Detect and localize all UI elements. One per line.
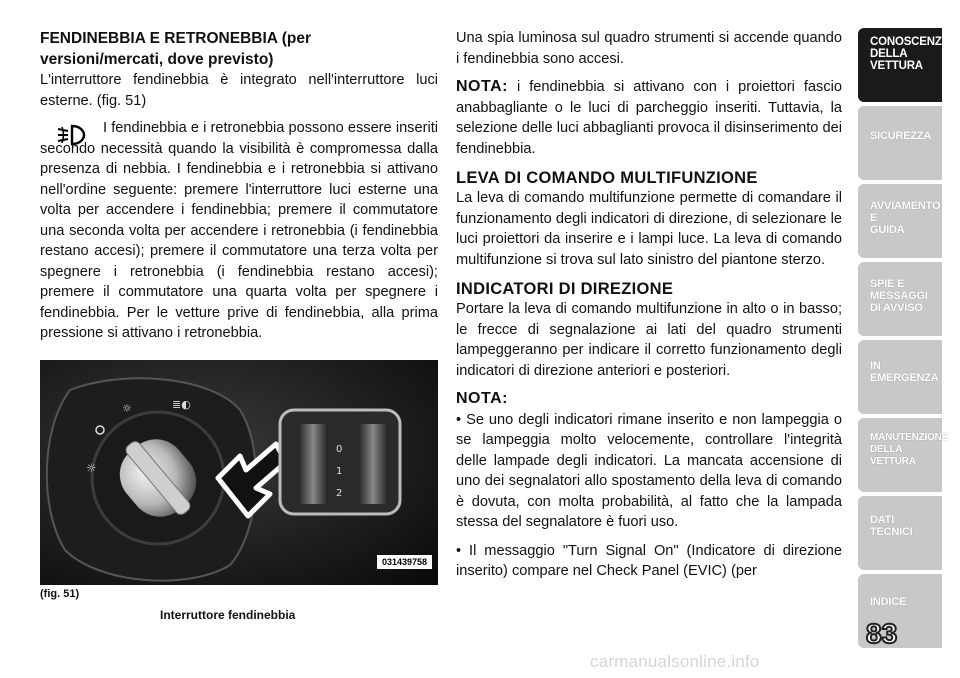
- headlight-switch-photo: [40, 360, 438, 585]
- section-heading-leva: LEVA DI COMANDO MULTIFUNZIONE: [456, 169, 758, 187]
- intro-paragraph: L'interruttore fendinebbia è integrato nell'interruttore luci esterne. (fig. 51): [40, 72, 438, 109]
- dial-mark-0: 0: [336, 444, 343, 455]
- tab-in-emergenza[interactable]: IN EMERGENZA: [858, 340, 942, 414]
- dial-mark-2: 2: [336, 488, 343, 499]
- watermark: carmanualsonline.info: [590, 652, 760, 671]
- bullet-item: • Il messaggio "Turn Signal On" (Indicatore di direzione inserito) compare nel Check Panel (EVIC) (per: [456, 542, 842, 579]
- leva-paragraph: La leva di comando multifunzione permette di comandare il funzionamento degli indicatori di direzione, di selezionare le luci proiettori da inserire e i lampi luce. La leva di comando multifunzione si trova sul lato sinistro del piantone sterzo.: [456, 190, 842, 268]
- nota-label-2: NOTA:: [456, 390, 508, 407]
- right-column: [456, 28, 842, 582]
- left-column: [40, 28, 438, 119]
- figure-code: 031439758: [377, 555, 432, 569]
- nota-paragraph-1: [456, 77, 842, 159]
- tab-dati-tecnici[interactable]: DATI TECNICI: [858, 496, 942, 570]
- tab-avviamento-e-guida[interactable]: AVVIAMENTO E GUIDA: [858, 184, 942, 258]
- indicatori-paragraph: Portare la leva di comando multifunzione in alto o in basso; le frecce di segnalazione ai lati del quadro strumenti lampeggeranno per indicare il corretto funzionamento degli indicatori di direzione anteriori e posteriori.: [456, 301, 842, 379]
- section-heading-fendinebbia-sub: versioni/mercati, dove previsto): [40, 51, 274, 68]
- section-heading-indicatori: INDICATORI DI DIREZIONE: [456, 280, 674, 298]
- fog-paragraph: I fendinebbia e i retronebbia possono essere inseriti secondo necessità quando la visibilità è compromessa dalla presenza di nebbia. I fendinebbia e i retronebbia si attivano nell'ordine seguente: premere l'interruttore luci esterne una volta per accendere i fendinebbia; premere il commutatore una seconda volta per accendere i retronebbia (i fendinebbia restano accesi); premere il commutatore una terza volta per spegnere i retronebbia (i fendinebbia restano accesi); premere il commutatore una quarta volta per spegnere i fendinebbia. Per le vetture prive di fendinebbia, alla prima pressione si attivano i retronebbia.: [40, 120, 438, 341]
- dial-mark-1: 1: [336, 466, 343, 477]
- figure-caption: (fig. 51): [40, 588, 80, 600]
- section-heading-fendinebbia: FENDINEBBIA E RETRONEBBIA (per: [40, 30, 311, 47]
- figure-fog-switch: [40, 360, 438, 585]
- tab-conoscenza-della-vettura[interactable]: CONOSCENZA DELLA VETTURA: [858, 28, 942, 102]
- tab-manutenzione-della-vettura[interactable]: MANUTENZIONE DELLA VETTURA: [858, 418, 942, 492]
- nota-text: i fendinebbia si attivano con i proiettori fascio anabbagliante o le luci di parcheggio inseriti. Tuttavia, la selezione delle luci abbaglianti provoca il disinserimento dei fendinebbia.: [456, 79, 842, 157]
- bullet-item: • Se uno degli indicatori rimane inserito e non lampeggia o se lampeggia molto velocemente, controllare l'integrità delle lampade degli indicatori. La mancata accensione di uno dei segnalatori allo spostamento della leva di comando è dovuta, con molta probabilità, al fatto che la lampada stessa del segnalatore è fuori uso.: [456, 411, 842, 530]
- tab-sicurezza[interactable]: SICUREZZA: [858, 106, 942, 180]
- tab-indice[interactable]: INDICE: [858, 574, 942, 648]
- svg-text:☼: ☼: [122, 402, 132, 415]
- warning-light-paragraph: Una spia luminosa sul quadro strumenti si accende quando i fendinebbia sono accesi.: [456, 30, 842, 67]
- svg-text:≣◐: ≣◐: [172, 398, 191, 411]
- svg-text:☼: ☼: [86, 461, 97, 475]
- figure-title: Interruttore fendinebbia: [160, 608, 296, 622]
- page-number: 83: [866, 618, 898, 649]
- nota-label: NOTA:: [456, 78, 508, 95]
- chapter-tabs: [858, 28, 950, 652]
- tab-spie-e-messaggi[interactable]: SPIE E MESSAGGI DI AVVISO: [858, 262, 942, 336]
